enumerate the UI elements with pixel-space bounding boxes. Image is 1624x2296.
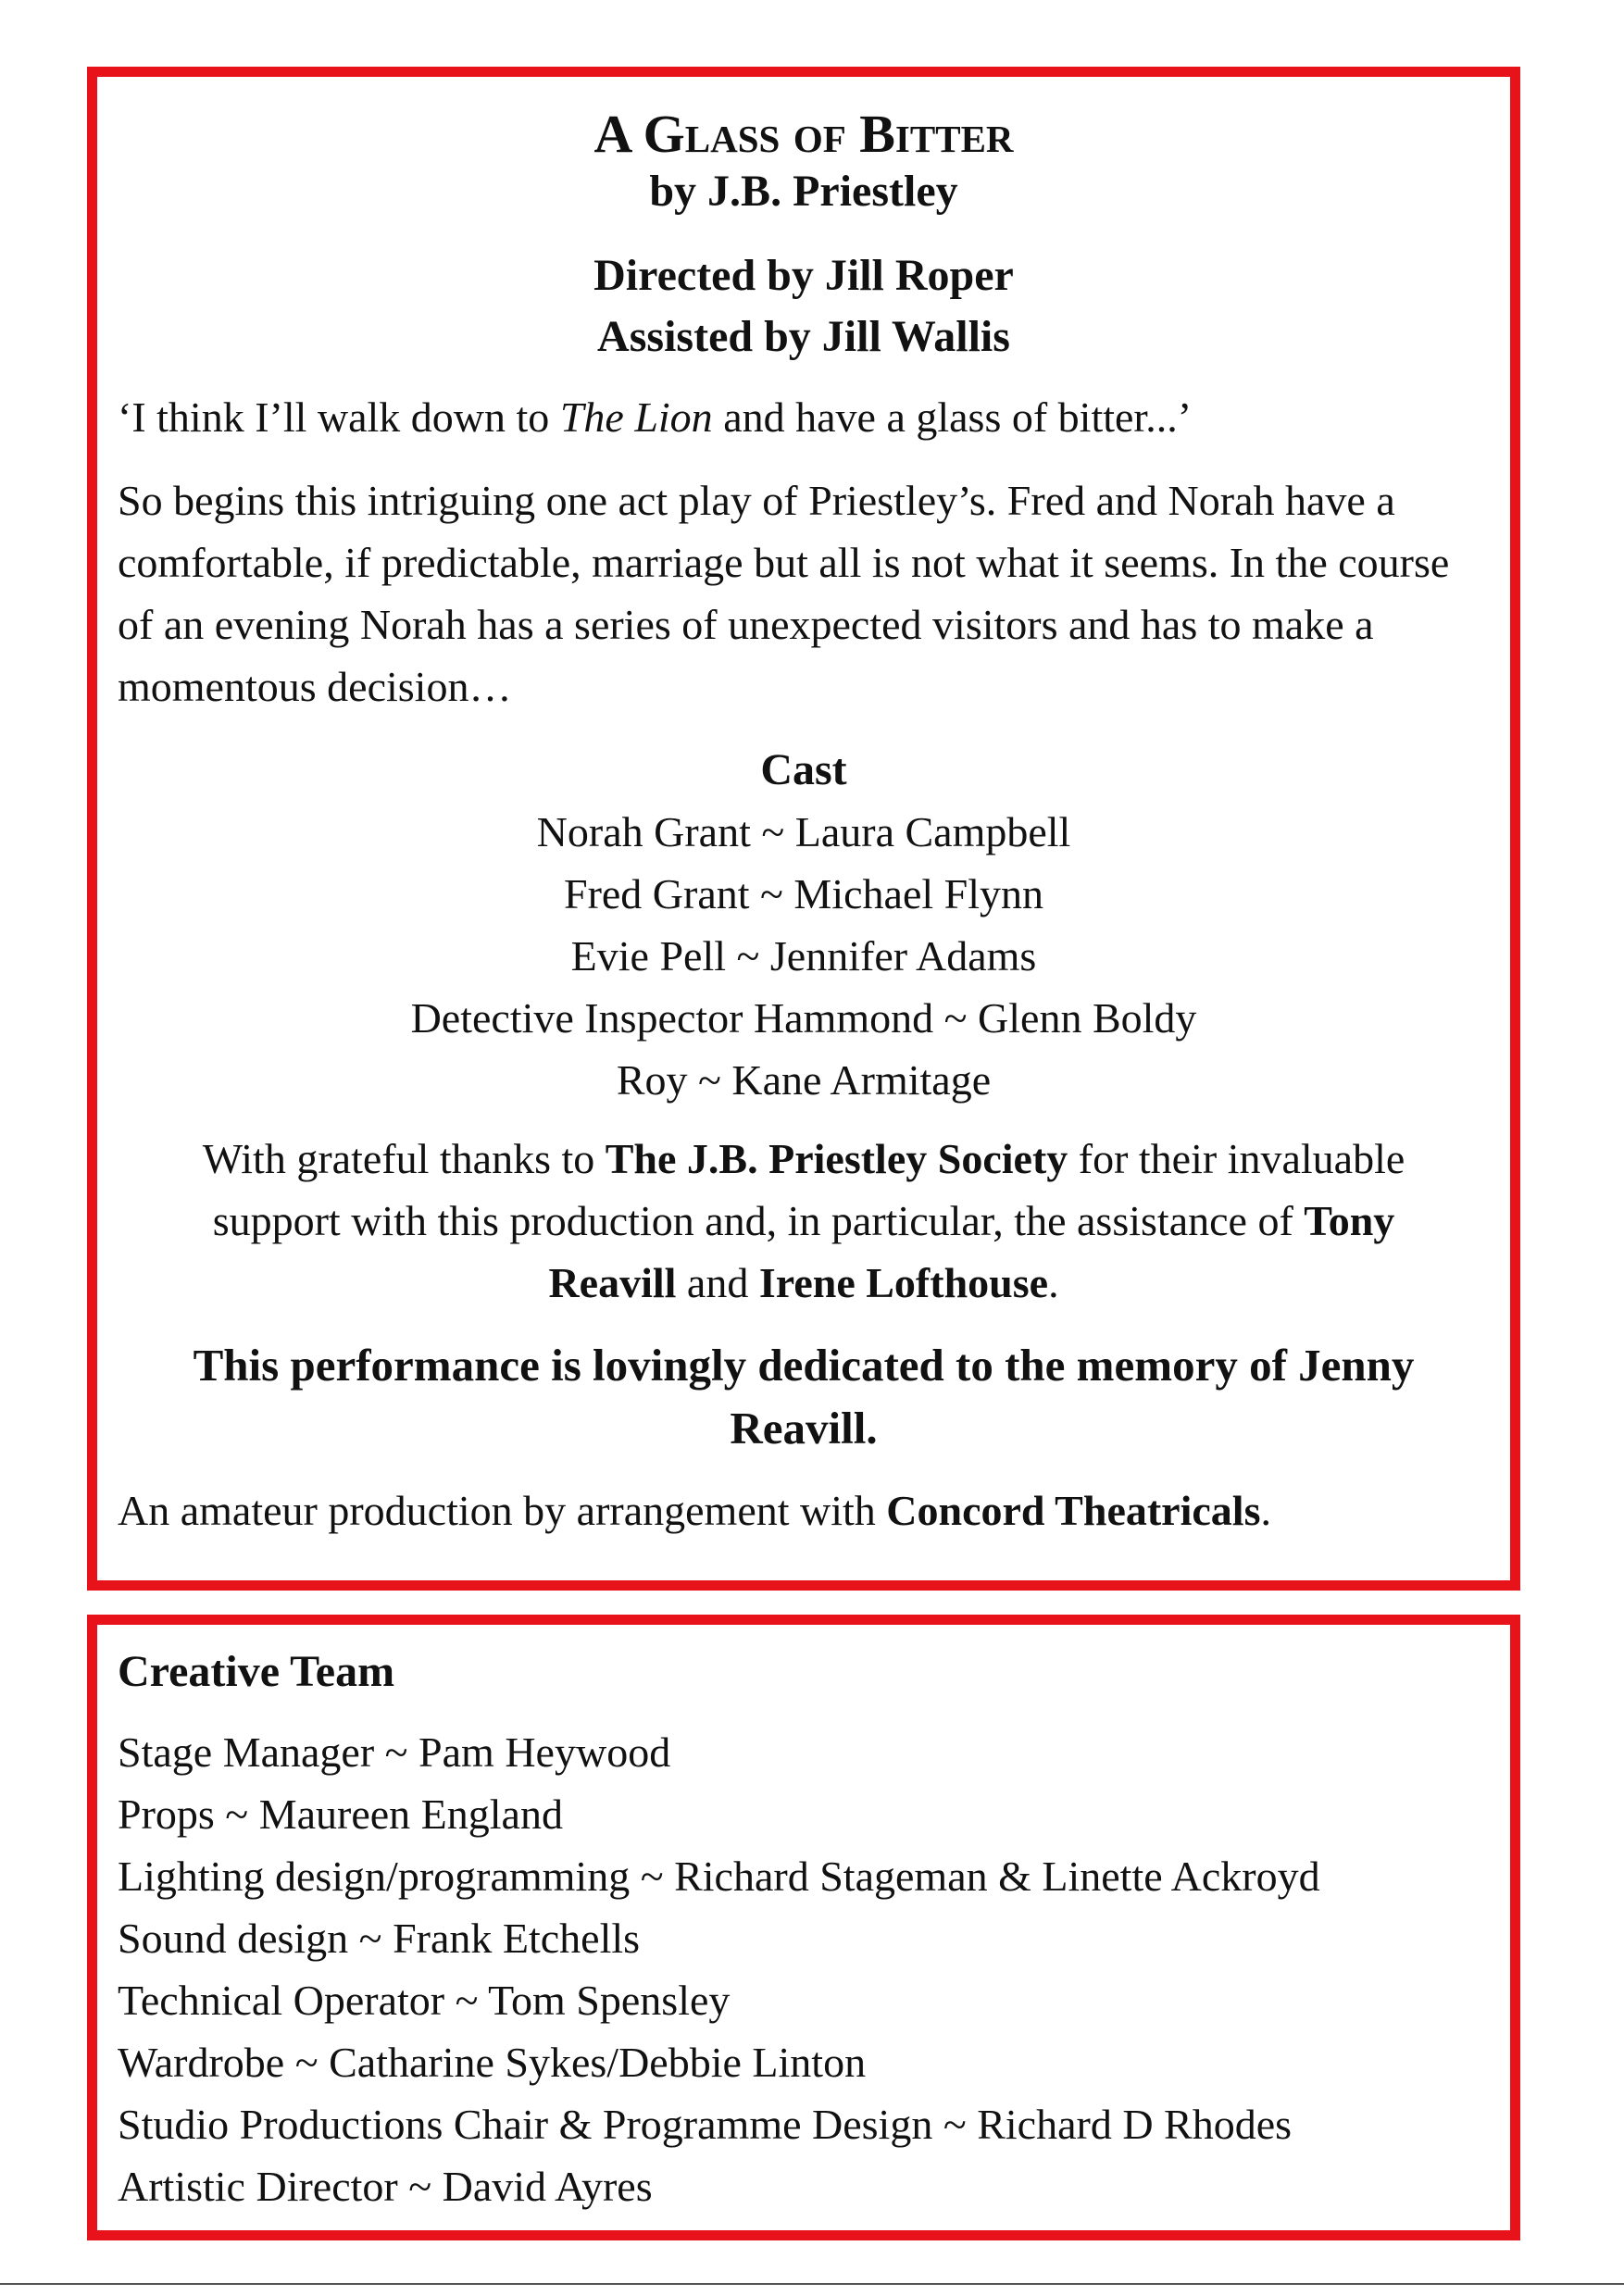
creative-team-panel bbox=[87, 1615, 1520, 2240]
thanks-name: Tony Reavill bbox=[548, 1197, 1395, 1306]
cast-list bbox=[118, 801, 1490, 1111]
team-credit: Props ~ Maureen England bbox=[118, 1791, 563, 1838]
creative-team-list bbox=[118, 1721, 1490, 2217]
dedication: This performance is lovingly dedicated to the memory of Jenny Reavill. bbox=[193, 1340, 1415, 1454]
thanks-text: for their invaluable support with this production and, in particular, the assistance of bbox=[212, 1135, 1405, 1244]
team-credit: Sound design ~ Frank Etchells bbox=[118, 1915, 641, 1962]
thanks-text: and bbox=[676, 1259, 759, 1306]
acknowledgements bbox=[118, 1128, 1490, 1314]
cast-heading: Cast bbox=[760, 745, 847, 794]
licensing-text: An amateur production by arrangement with bbox=[118, 1487, 887, 1534]
thanks-text: . bbox=[1048, 1259, 1059, 1306]
team-credit: Wardrobe ~ Catharine Sykes/Debbie Linton bbox=[118, 2039, 867, 2086]
cast-line: Detective Inspector Hammond ~ Glenn Boldy bbox=[410, 994, 1197, 1042]
team-credit: Stage Manager ~ Pam Heywood bbox=[118, 1728, 671, 1776]
play-title: A Glass of Bitter bbox=[593, 104, 1014, 164]
assistant-credit: Assisted by Jill Wallis bbox=[597, 312, 1010, 361]
quote-start: ‘I think I’ll walk down to bbox=[118, 393, 560, 441]
team-credit: Lighting design/programming ~ Richard Stageman & Linette Ackroyd bbox=[118, 1853, 1320, 1900]
director-credit: Directed by Jill Roper bbox=[593, 251, 1014, 300]
quote-pub-name: The Lion bbox=[559, 393, 713, 441]
cast-line: Roy ~ Kane Armitage bbox=[616, 1056, 992, 1104]
play-author: by J.B. Priestley bbox=[649, 167, 958, 216]
creative-team-heading: Creative Team bbox=[118, 1647, 395, 1696]
licensing-text: . bbox=[1260, 1487, 1271, 1534]
society-name: The J.B. Priestley Society bbox=[605, 1135, 1068, 1182]
thanks-text: With grateful thanks to bbox=[202, 1135, 606, 1182]
opening-quote bbox=[118, 388, 1490, 447]
cast-line: Fred Grant ~ Michael Flynn bbox=[563, 870, 1044, 917]
synopsis: So begins this intriguing one act play of Priestley’s. Fred and Norah have a comfortable, if predictable, marriage but all is not what it seems. In the course of an evening Norah has a series of unexpected visitors and has to make a momentous decision… bbox=[118, 477, 1450, 710]
page-bottom-rule bbox=[0, 2283, 1624, 2285]
licensor-name: Concord Theatricals bbox=[886, 1487, 1261, 1534]
thanks-name: Irene Lofthouse bbox=[758, 1259, 1049, 1306]
cast-line: Norah Grant ~ Laura Campbell bbox=[536, 808, 1071, 855]
production-info-panel bbox=[87, 67, 1520, 1591]
cast-line: Evie Pell ~ Jennifer Adams bbox=[570, 932, 1037, 980]
quote-end: and have a glass of bitter...’ bbox=[712, 393, 1193, 441]
licensing-note bbox=[118, 1480, 1490, 1541]
team-credit: Technical Operator ~ Tom Spensley bbox=[118, 1977, 731, 2024]
team-credit: Studio Productions Chair & Programme Design ~ Richard D Rhodes bbox=[118, 2101, 1293, 2148]
team-credit: Artistic Director ~ David Ayres bbox=[118, 2163, 653, 2210]
